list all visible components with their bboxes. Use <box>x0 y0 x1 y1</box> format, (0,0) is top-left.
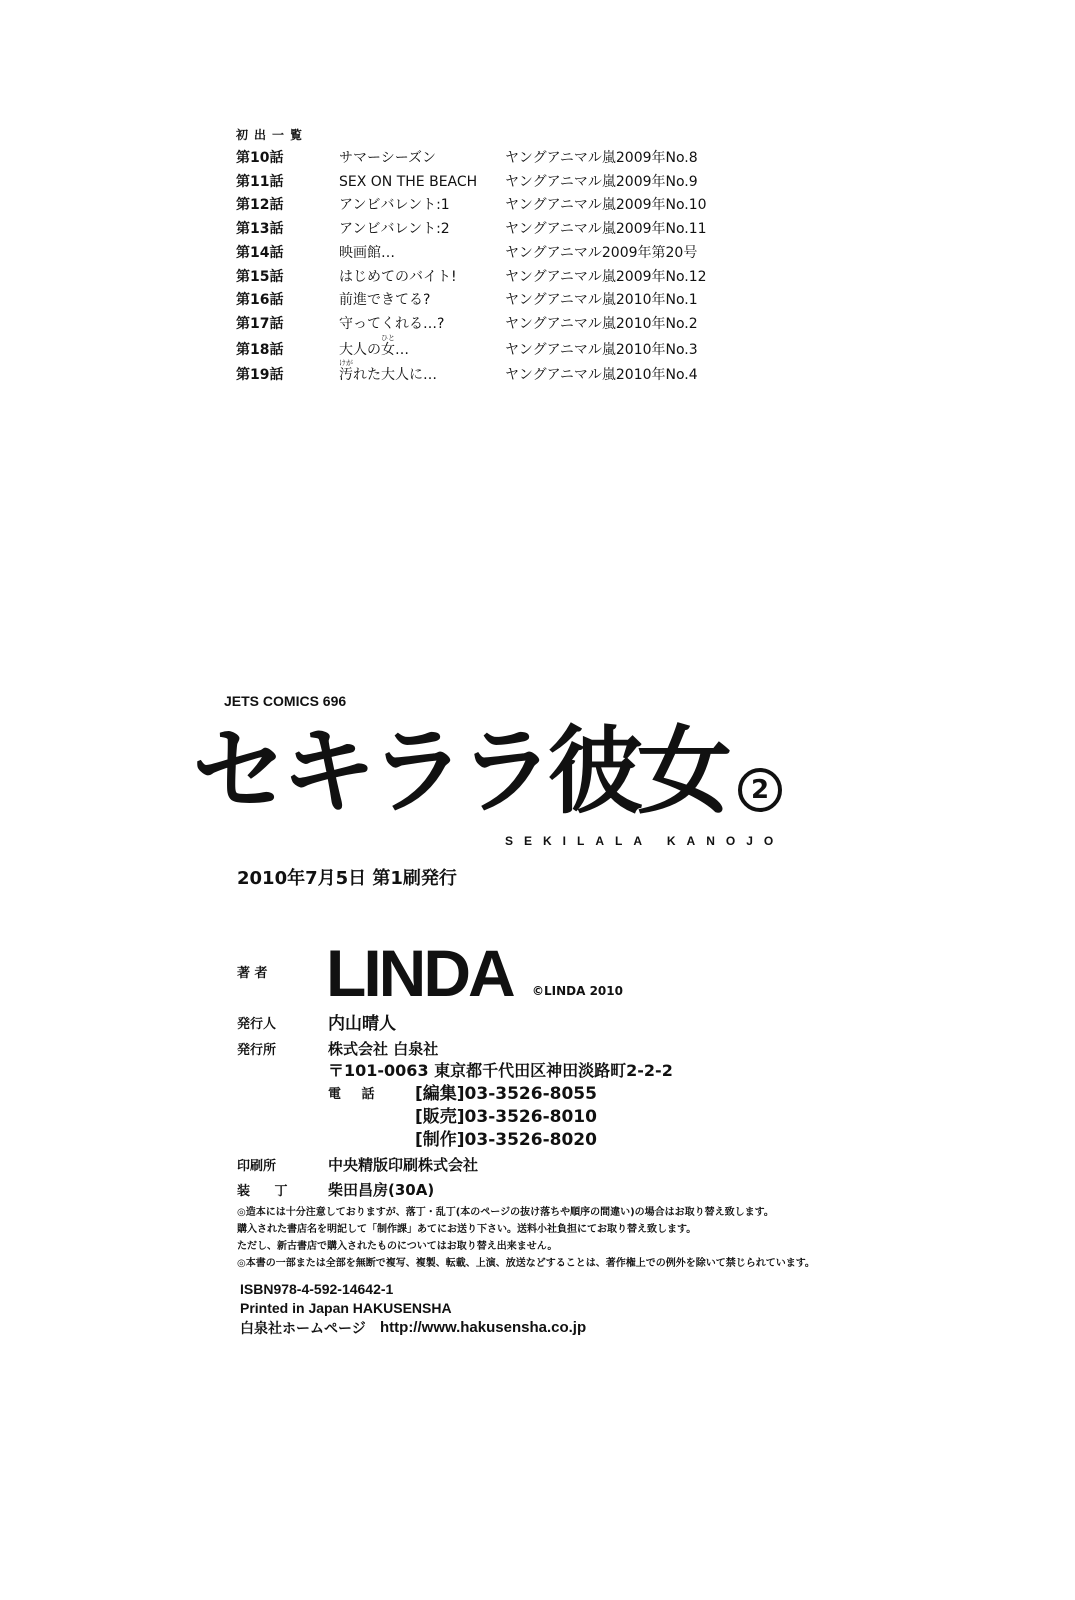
phone-dept: [販売] <box>415 1107 465 1127</box>
ruby-reading: けが <box>339 359 353 367</box>
notice-line: ◎造本には十分注意しておりますが、落丁・乱丁(本のページの抜け落ちや順序の間違い)の場合はお取り替え致します。 <box>237 1207 774 1218</box>
series-label: JETS COMICS 696 <box>224 693 347 709</box>
printer-label: 印刷所 <box>237 1159 277 1174</box>
publisher-person-label: 発行人 <box>237 1017 277 1032</box>
chapter-title <box>339 359 437 383</box>
phone-number: 03-3526-8020 <box>464 1130 597 1150</box>
chapter-title <box>339 334 409 358</box>
address: 〒101-0063 東京都千代田区神田淡路町2-2-2 <box>328 1061 673 1080</box>
chapter-title: はじめてのバイト! <box>339 269 457 285</box>
source: ヤングアニマル2009年第20号 <box>505 245 698 261</box>
phone-dept: [制作] <box>415 1130 465 1150</box>
ruby-reading: ひと <box>381 334 395 342</box>
chapter: 第11話 <box>236 174 284 190</box>
printed-in: Printed in Japan HAKUSENSHA <box>240 1300 452 1316</box>
publisher-label: 発行所 <box>237 1043 277 1058</box>
phone-number: 03-3526-8010 <box>464 1107 597 1127</box>
publication-date: 2010年7月5日 第1刷発行 <box>237 868 457 889</box>
kanji: 汚 <box>339 367 353 383</box>
chapter-title: 前進できてる? <box>339 292 431 308</box>
book-title-logo: セキララ彼女 <box>192 717 727 827</box>
title-romaji: SEKILALA KANOJO <box>505 834 785 848</box>
source: ヤングアニマル嵐2010年No.2 <box>505 316 698 332</box>
chapter: 第10話 <box>236 150 284 166</box>
isbn: ISBN978-4-592-14642-1 <box>240 1281 394 1297</box>
ruby-kanji <box>381 334 395 358</box>
kanji: 女 <box>381 342 395 358</box>
copyright: ©LINDA 2010 <box>532 984 623 998</box>
volume-badge: 2 <box>738 768 782 812</box>
homepage-url[interactable]: http://www.hakusensha.co.jp <box>380 1319 587 1336</box>
chapter: 第17話 <box>236 316 284 332</box>
chapter: 第14話 <box>236 245 284 261</box>
source: ヤングアニマル嵐2009年No.10 <box>505 197 707 213</box>
publisher: 株式会社 白泉社 <box>328 1040 439 1058</box>
chapter-title: 映画館… <box>339 245 395 261</box>
phone-dept: [編集] <box>415 1084 465 1104</box>
design-label: 装 丁 <box>237 1184 298 1199</box>
chapter: 第18話 <box>236 342 284 358</box>
phone-row <box>415 1131 597 1151</box>
source: ヤングアニマル嵐2010年No.4 <box>505 367 698 383</box>
chapter-title: 守ってくれる…? <box>339 316 445 332</box>
source: ヤングアニマル嵐2009年No.11 <box>505 221 707 237</box>
title-text: 大人の <box>339 342 381 358</box>
publisher-person: 内山晴人 <box>328 1014 396 1034</box>
design: 柴田昌房(30A) <box>328 1181 435 1199</box>
chapter-title: サマーシーズン <box>339 150 437 166</box>
source: ヤングアニマル嵐2009年No.8 <box>505 150 698 166</box>
chapter: 第15話 <box>236 269 284 285</box>
notice-line: ◎本書の一部または全部を無断で複写、複製、転載、上演、放送などすることは、著作権上での例外を除いて禁じられています。 <box>237 1258 815 1269</box>
phone-label: 電 話 <box>328 1087 383 1102</box>
source: ヤングアニマル嵐2009年No.12 <box>505 269 707 285</box>
phone-number: 03-3526-8055 <box>464 1084 597 1104</box>
source: ヤングアニマル嵐2010年No.3 <box>505 342 698 358</box>
chapter: 第19話 <box>236 367 284 383</box>
source: ヤングアニマル嵐2010年No.1 <box>505 292 698 308</box>
printer: 中央精版印刷株式会社 <box>328 1156 479 1174</box>
source: ヤングアニマル嵐2009年No.9 <box>505 174 698 190</box>
homepage-label: 白泉社ホームページ <box>240 1320 366 1336</box>
notice-line: 購入された書店名を明記して「制作課」あてにお送り下さい。送料小社負担にてお取り替え致します。 <box>237 1224 697 1235</box>
chapter: 第12話 <box>236 197 284 213</box>
notice-line: ただし、新古書店で購入されたものについてはお取り替え出来ません。 <box>237 1241 558 1252</box>
chapter-title: アンビバレント:1 <box>339 197 450 213</box>
first-appearance-heading: 初出一覧 <box>236 128 309 142</box>
phone-row <box>415 1108 597 1128</box>
phone-row <box>415 1085 597 1105</box>
chapter-title: アンビバレント:2 <box>339 221 450 237</box>
author-name: LINDA <box>326 936 513 1010</box>
chapter: 第16話 <box>236 292 284 308</box>
ruby-kanji <box>339 359 353 383</box>
chapter-title: SEX ON THE BEACH <box>339 174 478 190</box>
title-text: れた大人に… <box>353 367 437 383</box>
chapter: 第13話 <box>236 221 284 237</box>
author-label: 著 者 <box>237 966 268 981</box>
title-text: … <box>395 342 409 358</box>
